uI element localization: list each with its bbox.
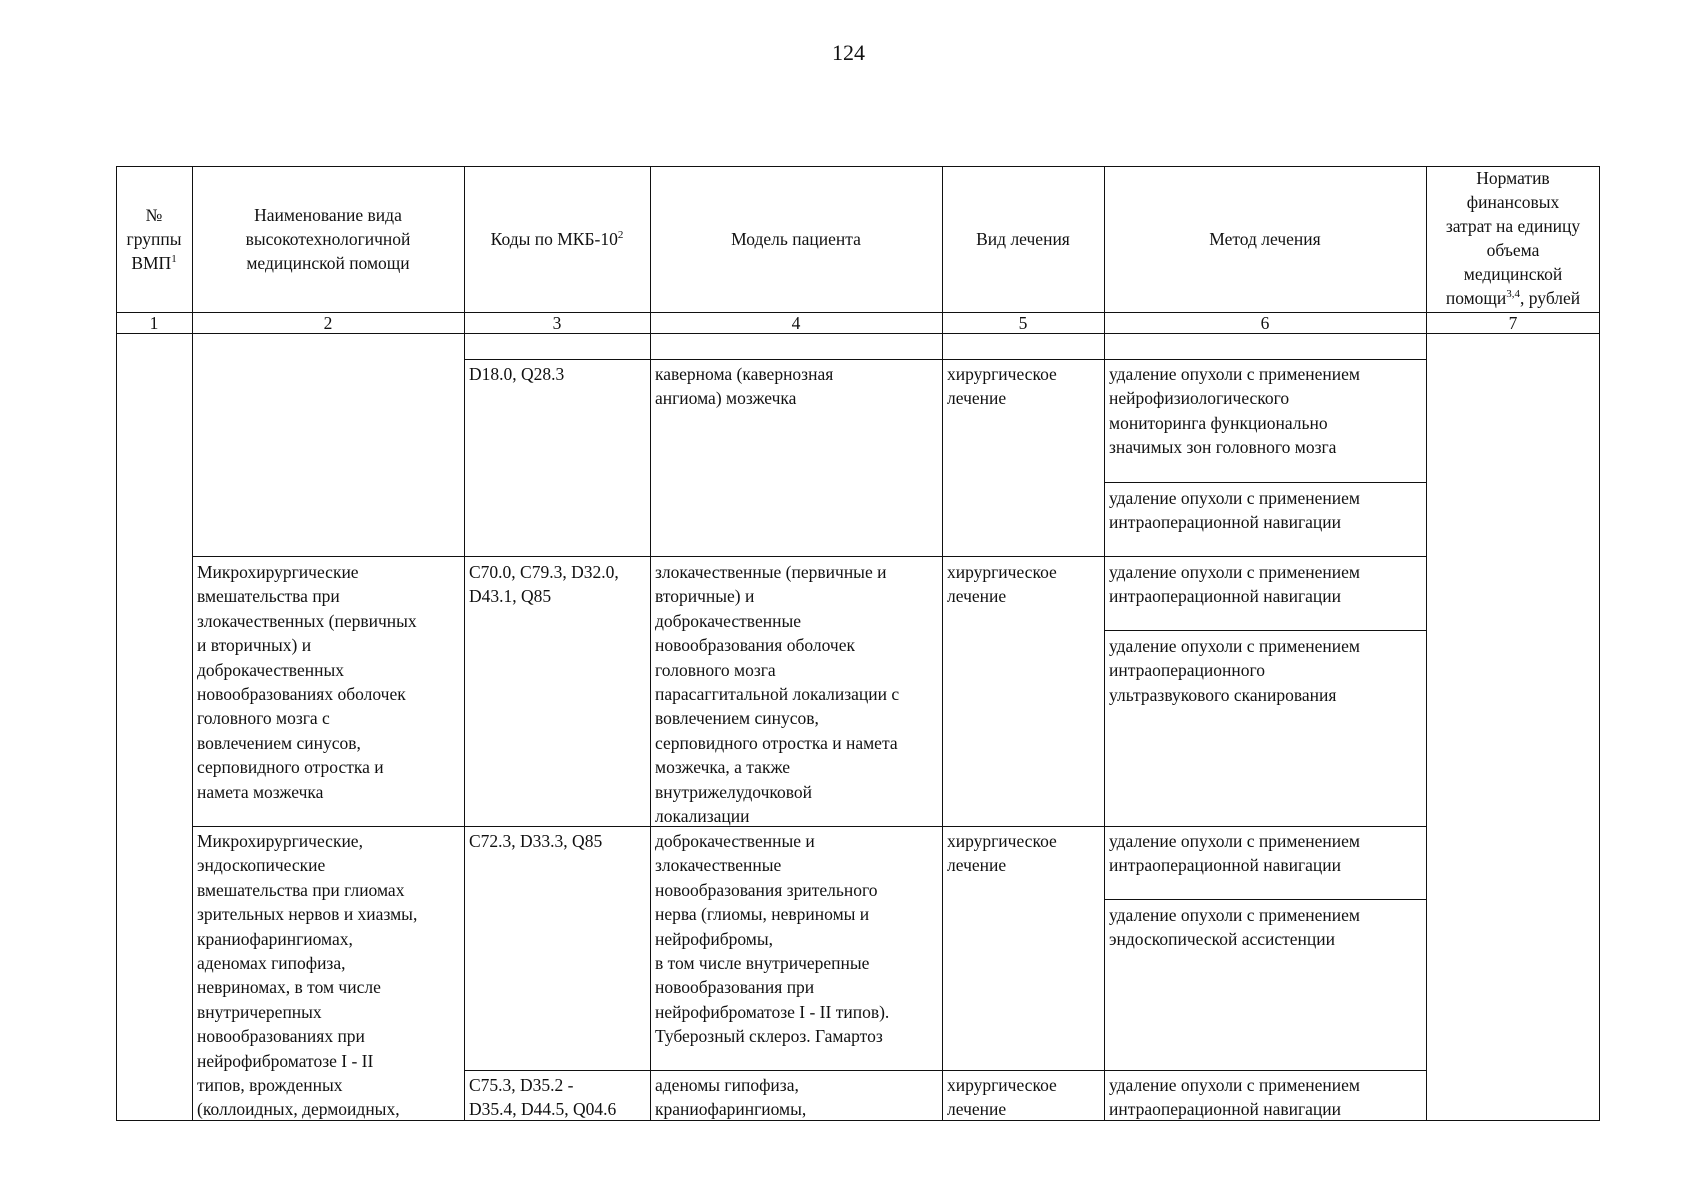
page-number: 124: [832, 40, 865, 65]
row2-treatment-type: хирургическое лечение: [947, 562, 1057, 607]
row4-treatment-type: хирургическое лечение: [947, 1075, 1057, 1120]
row2-method-1: удаление опухоли с применением интраоперационной навигации: [1109, 562, 1360, 607]
row2-method-2: удаление опухоли с применением интраоперационного ультразвукового сканирования: [1109, 636, 1360, 705]
row1-icd-codes: D18.0, Q28.3: [469, 364, 565, 384]
column-number-3: 3: [552, 313, 562, 333]
row3-icd-codes: C72.3, D33.3, Q85: [469, 831, 603, 851]
header-icd-codes: [464, 166, 650, 312]
row1-method-2: удаление опухоли с применением интраоперационной навигации: [1109, 488, 1360, 533]
rule-row2-top: [192, 556, 1426, 557]
header-group-number: [116, 166, 192, 312]
column-number-1: 1: [149, 313, 159, 333]
row3-method-1: удаление опухоли с применением интраоперационной навигации: [1109, 831, 1360, 876]
footnote-mark-1: 1: [171, 253, 177, 266]
rule-row3-method-split: [1104, 899, 1426, 900]
rule-row2-method-split: [1104, 630, 1426, 631]
header-treatment-method: Метод лечения: [1209, 229, 1321, 249]
header-care-type: Наименование вида высокотехнологичной медицинской помощи: [245, 205, 411, 273]
row1-method-1: удаление опухоли с применением нейрофизиологического мониторинга функционально значимых зон головного мозга: [1109, 364, 1360, 458]
header-patient-model: Модель пациента: [731, 229, 861, 249]
footnote-mark-2: 2: [617, 229, 624, 242]
row1-patient-model: кавернома (кавернозная ангиома) мозжечка: [655, 364, 834, 409]
row4-method-1: удаление опухоли с применением интраоперационной навигации: [1109, 1075, 1360, 1120]
header-cost-norm: [1426, 166, 1600, 312]
row4-patient-model: аденомы гипофиза, краниофарингиомы,: [655, 1075, 807, 1120]
row3-treatment-type: хирургическое лечение: [947, 831, 1057, 876]
header-cost-norm-text: Норматив финансовых затрат на единицу объема медицинской помощи: [1445, 168, 1581, 308]
column-number-6: 6: [1260, 313, 1270, 333]
rule-row1-method-split: [1104, 482, 1426, 483]
rule-row4-top: [464, 1070, 1426, 1071]
rule-row1-top: [464, 359, 1426, 360]
row1-treatment-type: хирургическое лечение: [947, 364, 1057, 409]
header-cost-norm-tail: , рублей: [1520, 288, 1581, 308]
header-icd-codes-text: Коды по МКБ-10: [490, 229, 618, 249]
row2-care-type: Микрохирургические вмешательства при злокачественных (первичных и вторичных) и доброкачественных новообразованиях оболочек головного мозга с вовлечением синусов, серповидного отростка и намета мозжечка: [197, 562, 417, 802]
header-treatment-type: Вид лечения: [976, 229, 1070, 249]
row2-icd-codes: C70.0, C79.3, D32.0, D43.1, Q85: [469, 562, 619, 607]
row2-patient-model: злокачественные (первичные и вторичные) и доброкачественные новообразования оболочек головного мозга парасаггитальной локализации с вовлечением синусов, серповидного отростка и намета мозжечка, а также внутрижелудочковой локализации: [655, 562, 900, 827]
column-number-2: 2: [323, 313, 333, 333]
row3-patient-model: доброкачественные и злокачественные новообразования зрительного нерва (глиомы, невриномы и нейрофибромы, в том числе внутричерепные новообразования при нейрофиброматозе I - II типов). Туберозный склероз. Гамартоз: [655, 831, 890, 1047]
rule-numbers-bottom: [116, 333, 1600, 334]
column-number-7: 7: [1508, 313, 1518, 333]
row3-method-2: удаление опухоли с применением эндоскопической ассистенции: [1109, 905, 1360, 950]
column-number-4: 4: [791, 313, 801, 333]
column-number-5: 5: [1018, 313, 1028, 333]
footnote-mark-3-4: 3,4: [1506, 288, 1521, 301]
header-group-number-text: № группы ВМП: [126, 205, 182, 273]
row3-care-type: Микрохирургические, эндоскопические вмешательства при глиомах зрительных нервов и хиазмы, краниофарингиомах, аденомах гипофиза, невриномах, в том числе внутричерепных новообразованиях при нейрофиброматозе I - II типов, врожденных (коллоидных, дермоидных,: [197, 831, 418, 1120]
row4-icd-codes: C75.3, D35.2 - D35.4, D44.5, Q04.6: [469, 1075, 617, 1120]
